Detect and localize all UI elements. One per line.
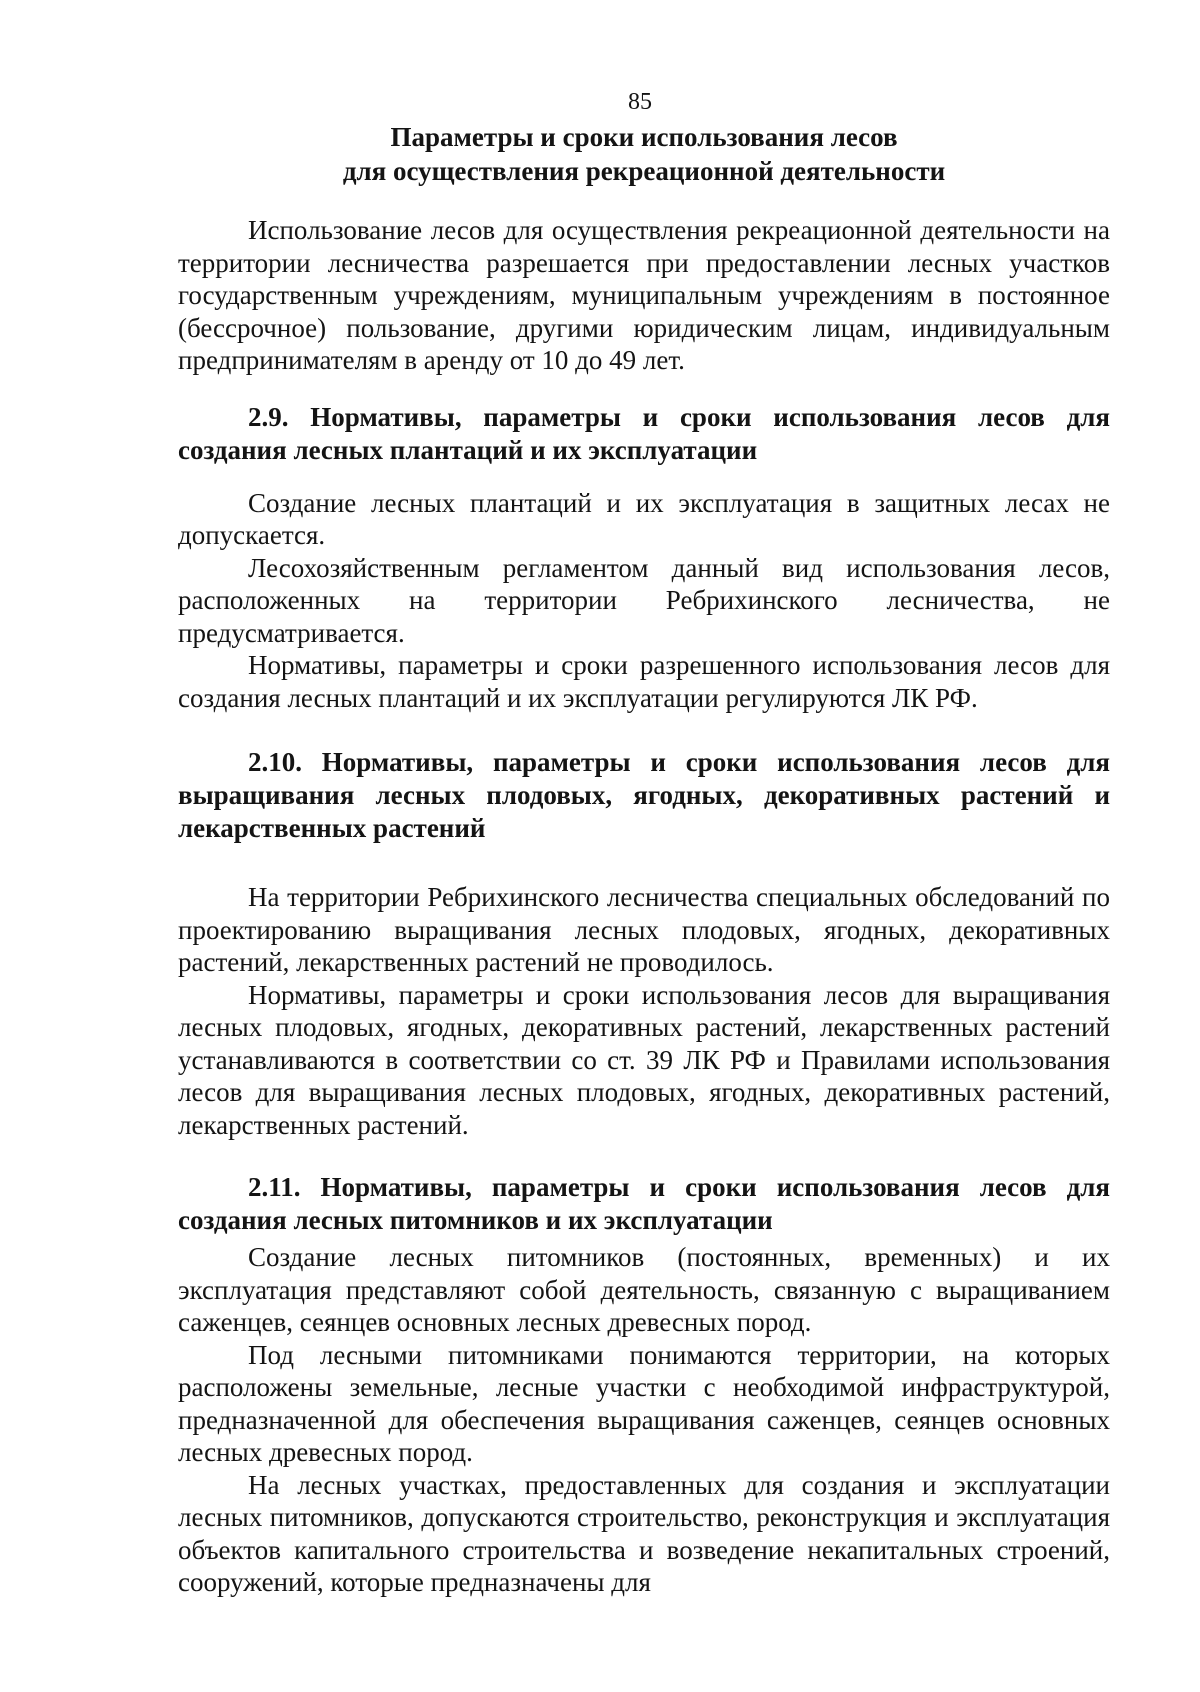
section-2-11-paragraph-2: Под лесными питомниками понимаются территории, на которых расположены земельные, лесные участки с необходимой инфраструктурой, предназначенной для обеспечения выращивания саженцев, сеянцев основных лесных древесных пород.	[178, 1339, 1110, 1467]
intro-title	[178, 120, 1110, 188]
section-2-11-heading: 2.11. Нормативы, параметры и сроки использования лесов для создания лесных питомников и их эксплуатации	[178, 1172, 1110, 1235]
section-2-9-paragraph-1: Создание лесных плантаций и их эксплуатация в защитных лесах не допускается.	[178, 487, 1110, 550]
section-2-11-paragraph-3: На лесных участках, предоставленных для создания и эксплуатации лесных питомников, допускаются строительство, реконструкция и эксплуатация объектов капитального строительства и возведение некапитальных строений, сооружений, которые предназначены для	[178, 1469, 1110, 1597]
page-number: 85	[628, 89, 652, 115]
section-2-11-paragraph-1: Создание лесных питомников (постоянных, временных) и их эксплуатация представляют собой деятельность, связанную с выращиванием саженцев, сеянцев основных лесных древесных пород.	[178, 1242, 1110, 1337]
section-2-9-paragraph-3: Нормативы, параметры и сроки разрешенного использования лесов для создания лесных плантаций и их эксплуатации регулируются ЛК РФ.	[178, 650, 1110, 713]
page-content	[178, 120, 1110, 1599]
section-2-10-heading: 2.10. Нормативы, параметры и сроки использования лесов для выращивания лесных плодовых, ягодных, декоративных растений и лекарственных растений	[178, 747, 1110, 843]
section-2-10-paragraph-2: Нормативы, параметры и сроки использования лесов для выращивания лесных плодовых, ягодных, декоративных растений, лекарственных растений устанавливаются в соответствии со ст. 39 ЛК РФ и Правилами использования лесов для выращивания лесных плодовых, ягодных, декоративных растений, лекарственных растений.	[178, 979, 1110, 1140]
section-2-10-paragraph-1: На территории Ребрихинского лесничества специальных обследований по проектированию выращивания лесных плодовых, ягодных, декоративных растений, лекарственных растений не проводилось.	[178, 882, 1110, 977]
intro-title-line-1: Параметры и сроки использования лесов	[390, 122, 898, 152]
section-2-9-heading: 2.9. Нормативы, параметры и сроки использования лесов для создания лесных плантаций и их эксплуатации	[178, 401, 1110, 465]
section-2-9-paragraph-2: Лесохозяйственным регламентом данный вид использования лесов, расположенных на территории Ребрихинского лесничества, не предусматривается.	[178, 552, 1110, 648]
intro-paragraph: Использование лесов для осуществления рекреационной деятельности на территории лесничества разрешается при предоставлении лесных участков государственным учреждениям, муниципальным учреждениям в постоянное (бессрочное) пользование, другими юридическим лицам, индивидуальным предпринимателям в аренду от 10 до 49 лет.	[178, 215, 1110, 375]
intro-title-line-2: для осуществления рекреационной деятельности	[342, 156, 946, 186]
